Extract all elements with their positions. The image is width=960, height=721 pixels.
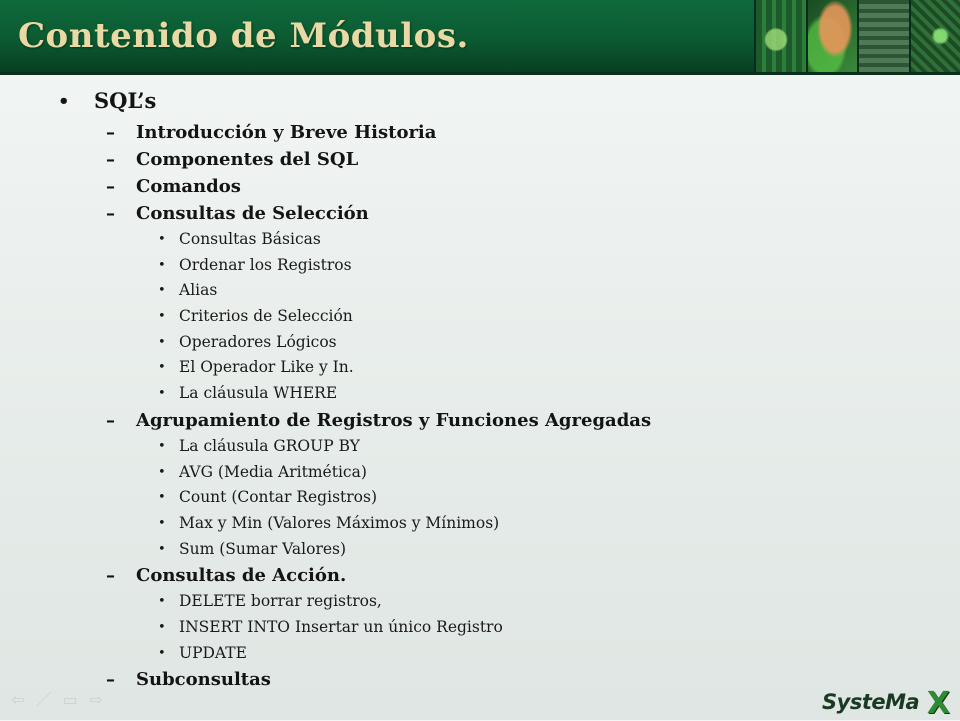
header-photo-4 [909, 0, 960, 72]
dash-icon: – [106, 149, 115, 170]
outline-section-label: Componentes del SQL [136, 149, 358, 170]
header-photo-1 [754, 0, 806, 72]
outline-subitem [58, 463, 938, 489]
outline-subitem [58, 230, 938, 256]
outline-subitem-label: Count (Contar Registros) [179, 488, 377, 506]
bullet-icon: • [158, 488, 166, 508]
header-photo-3 [857, 0, 909, 72]
logo-wordmark: SysteMa [822, 690, 919, 714]
outline-subitem [58, 437, 938, 463]
outline-section-label: Comandos [136, 176, 241, 197]
outline-section [58, 203, 938, 230]
bullet-icon: • [158, 358, 166, 378]
outline-subitem [58, 514, 938, 540]
slide-title: Contenido de Módulos. [18, 16, 469, 56]
outline-section-label: Agrupamiento de Registros y Funciones Agregadas [136, 410, 651, 431]
outline-subitem [58, 281, 938, 307]
outline-section [58, 410, 938, 437]
outline-subitem [58, 384, 938, 410]
outline-subitem-label: Criterios de Selección [179, 307, 353, 325]
systemax-logo [822, 688, 950, 718]
dash-icon: – [106, 669, 115, 690]
header-photo-2 [806, 0, 858, 72]
bullet-icon: • [158, 540, 166, 560]
outline-subitem-label: Alias [179, 281, 217, 299]
dash-icon: – [106, 176, 115, 197]
dash-icon: – [106, 122, 115, 143]
outline-subitem [58, 256, 938, 282]
bullet-icon: • [158, 618, 166, 638]
outline-section [58, 122, 938, 149]
outline-subitem-label: La cláusula WHERE [179, 384, 337, 402]
bullet-icon: • [158, 281, 166, 301]
dash-icon: – [106, 410, 115, 431]
outline-main-label: SQL’s [94, 88, 156, 113]
outline-subitem-label: DELETE borrar registros, [179, 592, 382, 610]
outline-subitem-label: El Operador Like y In. [179, 358, 354, 376]
menu-icon[interactable]: ▭ [60, 692, 80, 708]
outline-subitem [58, 488, 938, 514]
pen-icon[interactable]: ／ [34, 692, 54, 708]
outline-subitem [58, 540, 938, 566]
slide-nav [8, 692, 106, 708]
slide-header [0, 0, 960, 75]
outline-section [58, 176, 938, 203]
outline-subitem [58, 644, 938, 670]
outline-subitem [58, 618, 938, 644]
logo-x-mark: X [927, 686, 950, 721]
outline-subitem-label: La cláusula GROUP BY [179, 437, 360, 455]
dash-icon: – [106, 565, 115, 586]
outline-subitem-label: Consultas Básicas [179, 230, 321, 248]
outline-section-label: Consultas de Acción. [136, 565, 346, 586]
outline-section [58, 669, 938, 696]
bullet-icon: • [158, 230, 166, 250]
outline-subitem [58, 592, 938, 618]
bullet-icon: • [158, 384, 166, 404]
bullet-icon: • [158, 514, 166, 534]
outline-section [58, 149, 938, 176]
bullet-icon: • [158, 333, 166, 353]
slide-content [58, 88, 938, 696]
bullet-icon: • [158, 463, 166, 483]
bullet-icon: • [158, 592, 166, 612]
header-photo-strip [754, 0, 960, 72]
outline-section [58, 565, 938, 592]
bullet-icon: • [58, 91, 70, 112]
outline-main-item [58, 88, 938, 122]
bullet-icon: • [158, 437, 166, 457]
nav-back-icon[interactable]: ⇦ [8, 692, 28, 708]
bullet-icon: • [158, 307, 166, 327]
outline-section-label: Introducción y Breve Historia [136, 122, 436, 143]
outline-section-label: Consultas de Selección [136, 203, 369, 224]
outline-subitem-label: Operadores Lógicos [179, 333, 337, 351]
outline-subitem-label: Max y Min (Valores Máximos y Mínimos) [179, 514, 499, 532]
outline-subitem [58, 333, 938, 359]
outline-subitem-label: AVG (Media Aritmética) [179, 463, 367, 481]
outline-subitem-label: UPDATE [179, 644, 247, 662]
bullet-icon: • [158, 644, 166, 664]
outline-subitem-label: INSERT INTO Insertar un único Registro [179, 618, 503, 636]
outline-subitem [58, 307, 938, 333]
bullet-icon: • [158, 256, 166, 276]
dash-icon: – [106, 203, 115, 224]
outline-subitem-label: Sum (Sumar Valores) [179, 540, 346, 558]
outline-subitem-label: Ordenar los Registros [179, 256, 352, 274]
outline-section-label: Subconsultas [136, 669, 271, 690]
outline-subitem [58, 358, 938, 384]
nav-forward-icon[interactable]: ⇨ [86, 692, 106, 708]
